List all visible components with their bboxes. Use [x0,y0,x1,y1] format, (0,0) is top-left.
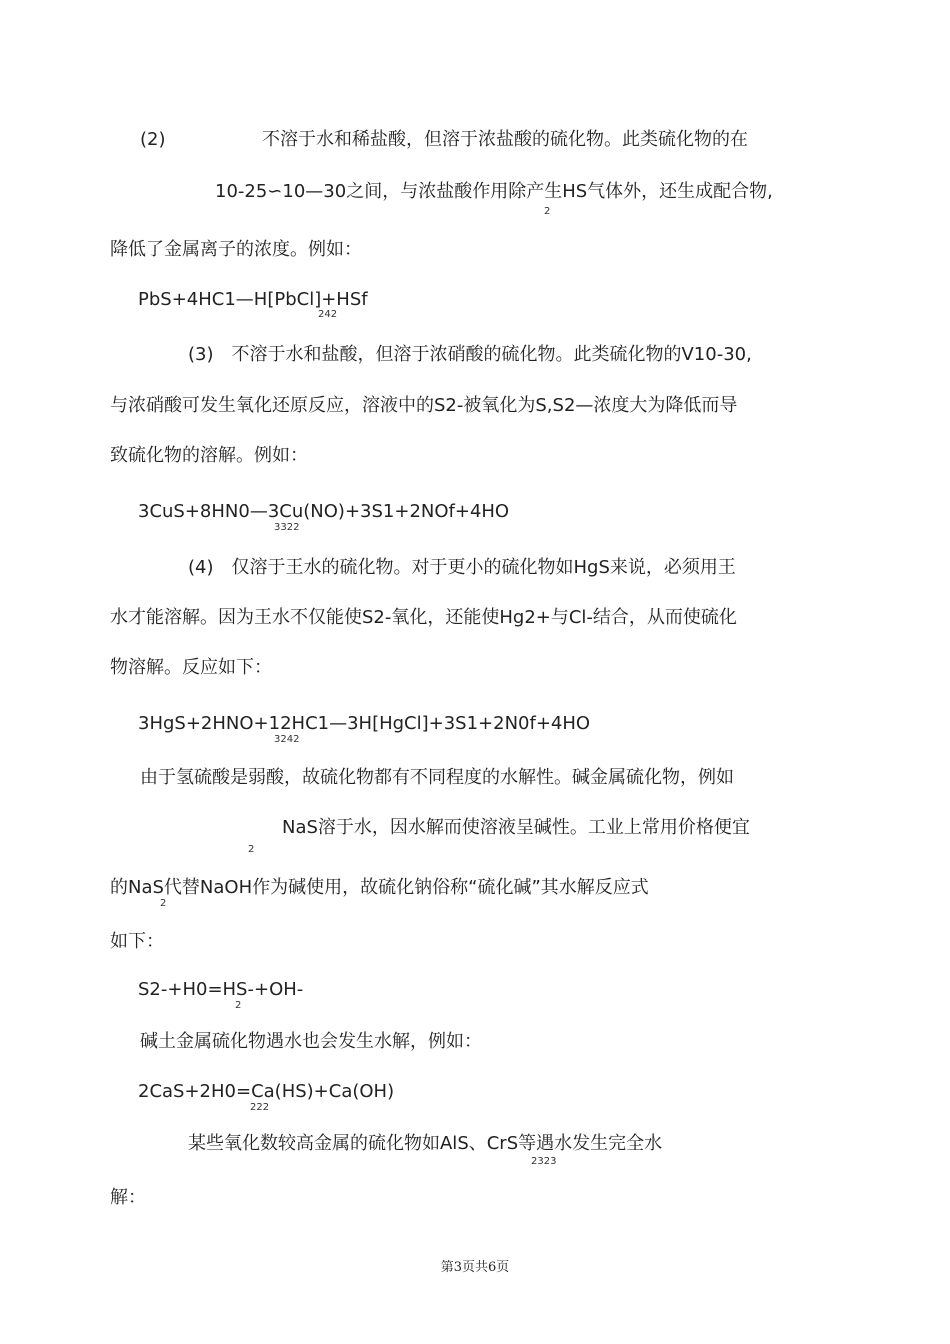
paragraph-line: 与浓硝酸可发生氧化还原反应，溶液中的S2-被氧化为S,S2—浓度大为降低而导 [110,395,738,416]
paragraph-line: 不溶于水和稀盐酸，但溶于浓盐酸的硫化物。此类硫化物的在 [262,129,748,150]
paragraph-line: (4) 仅溶于王水的硫化物。对于更小的硫化物如HgS来说，必须用王 [188,557,736,578]
paragraph-line: 如下： [110,931,164,952]
paragraph-line: 物溶解。反应如下： [110,657,272,678]
paragraph-line: 水才能溶解。因为王水不仅能使S2-氧化，还能使Hg2+与Cl-结合，从而使硫化 [110,607,737,628]
subscript-index: 3242 [274,734,300,745]
subscript-index: 2323 [531,1156,557,1167]
chemical-equation: 2CaS+2H0=Ca(HS)+Ca(OH) [138,1081,395,1102]
subscript-index: 2 [160,898,167,909]
paragraph-line: NaS溶于水，因水解而使溶液呈碱性。工业上常用价格便宜 [282,817,750,838]
paragraph-line: 某些氧化数较高金属的硫化物如AlS、CrS等遇水发生完全水 [188,1133,663,1154]
chemical-equation: 3CuS+8HN0—3Cu(NO)+3S1+2NOf+4HO [138,501,510,522]
subscript-index: 2 [248,844,255,855]
paragraph-line: 碱土金属硫化物遇水也会发生水解，例如： [140,1031,482,1052]
subscript-index: 2 [544,206,551,217]
subscript-index: 3322 [274,522,300,533]
chemical-equation: S2-+H0=HS-+OH- [138,979,304,1000]
subscript-index: 2 [235,1000,242,1011]
subscript-index: 222 [250,1102,270,1113]
paragraph-line: 的NaS代替NaOH作为碱使用，故硫化钠俗称“硫化碱”其水解反应式 [110,877,649,898]
paragraph-line: 10-25∽10—30之间，与浓盐酸作用除产生HS气体外，还生成配合物, [215,181,773,202]
chemical-equation: PbS+4HC1—H[PbCl]+HSf [138,289,368,310]
page-footer: 第3页共6页 [440,1260,510,1275]
paragraph-line: 由于氢硫酸是弱酸，故硫化物都有不同程度的水解性。碱金属硫化物，例如 [140,767,734,788]
paragraph-line: 解： [110,1187,146,1208]
paragraph-number: (2) [140,129,166,150]
chemical-equation: 3HgS+2HNO+12HC1—3H[HgCl]+3S1+2N0f+4HO [138,713,591,734]
paragraph-line: 降低了金属离子的浓度。例如： [110,239,362,260]
paragraph-line: (3) 不溶于水和盐酸，但溶于浓硝酸的硫化物。此类硫化物的V10-30, [188,344,752,365]
paragraph-line: 致硫化物的溶解。例如： [110,445,308,466]
subscript-index: 242 [318,309,338,320]
